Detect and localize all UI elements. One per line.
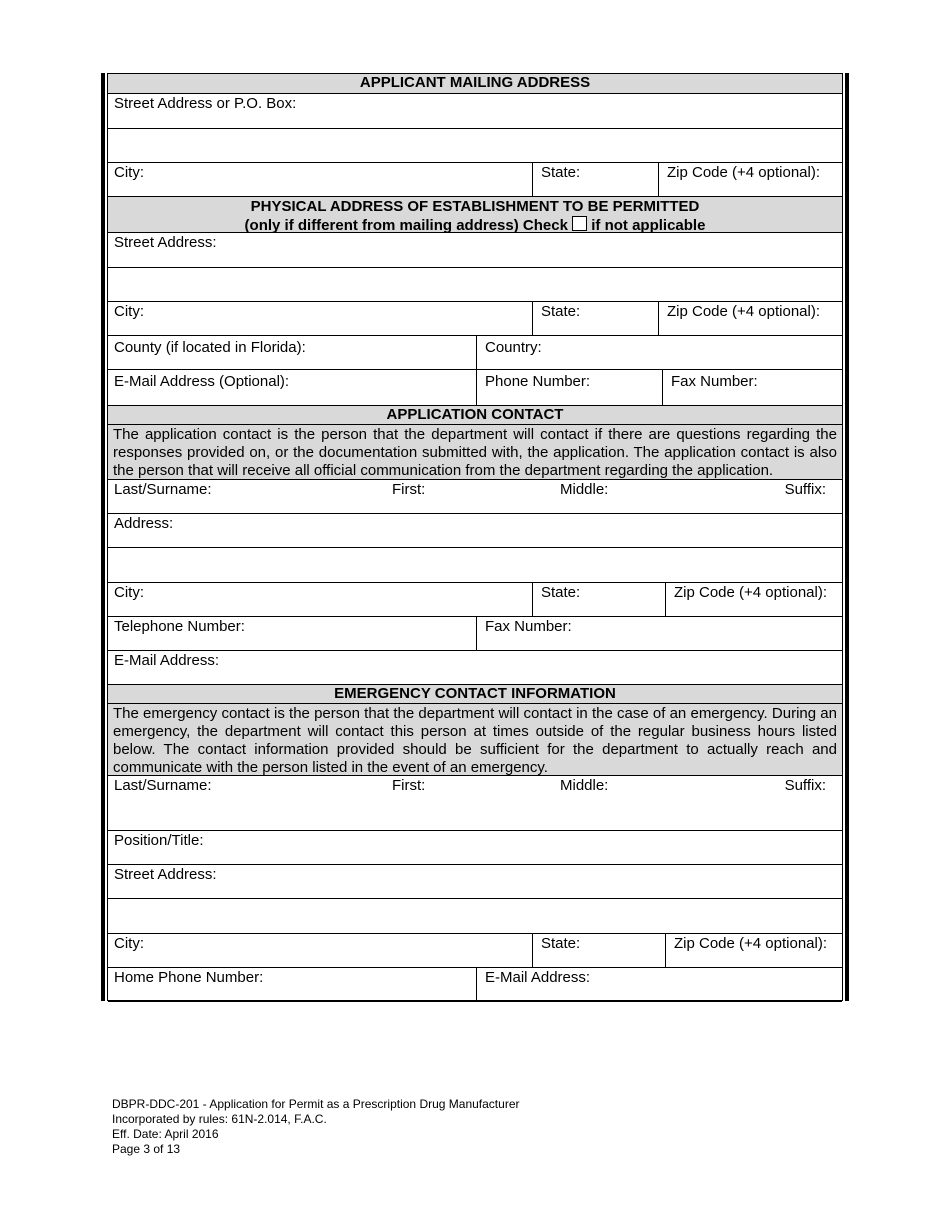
emergency-position-label: Position/Title: bbox=[114, 832, 204, 849]
mailing-address-title: APPLICANT MAILING ADDRESS bbox=[359, 74, 591, 91]
app-contact-city-label: City: bbox=[114, 584, 144, 601]
app-contact-address-label: Address: bbox=[114, 515, 174, 532]
app-contact-phone-row bbox=[108, 617, 842, 651]
mailing-street-field[interactable] bbox=[108, 94, 842, 129]
mailing-city-row bbox=[108, 163, 842, 197]
physical-city-row bbox=[108, 302, 842, 336]
physical-check-text-post: if not applicable bbox=[591, 217, 706, 234]
footer-form-title: DBPR-DDC-201 - Application for Permit as a Prescription Drug Manufacturer bbox=[112, 1097, 520, 1111]
emergency-position-field[interactable] bbox=[108, 831, 842, 865]
physical-county-field[interactable] bbox=[108, 336, 476, 369]
application-form bbox=[101, 73, 849, 1001]
app-contact-fax-field[interactable] bbox=[476, 617, 842, 650]
app-contact-suffix-label: Suffix: bbox=[784, 481, 826, 498]
emergency-street-field[interactable] bbox=[108, 865, 842, 899]
physical-city-label: City: bbox=[114, 303, 144, 320]
emergency-street-label: Street Address: bbox=[114, 866, 217, 883]
emergency-contact-title: EMERGENCY CONTACT INFORMATION bbox=[334, 685, 616, 702]
app-contact-telephone-field[interactable] bbox=[108, 617, 476, 650]
emergency-zip-label: Zip Code (+4 optional): bbox=[674, 935, 828, 952]
emergency-email-label: E-Mail Address: bbox=[485, 969, 591, 986]
emergency-street-line2-field[interactable] bbox=[108, 899, 842, 934]
footer-effective-date: Eff. Date: April 2016 bbox=[112, 1127, 219, 1141]
footer-rules: Incorporated by rules: 61N-2.014, F.A.C. bbox=[112, 1112, 327, 1126]
emergency-phone-row bbox=[108, 968, 842, 1002]
emergency-home-phone-label: Home Phone Number: bbox=[114, 969, 264, 986]
app-contact-fax-label: Fax Number: bbox=[485, 618, 572, 635]
app-contact-name-row[interactable] bbox=[108, 480, 842, 514]
footer-page-number: Page 3 of 13 bbox=[112, 1142, 181, 1156]
emergency-city-row bbox=[108, 934, 842, 968]
physical-county-row bbox=[108, 336, 842, 370]
app-contact-city-row bbox=[108, 583, 842, 617]
app-contact-email-field[interactable] bbox=[108, 651, 842, 685]
app-contact-last-label: Last/Surname: bbox=[114, 481, 212, 498]
emergency-state-field[interactable] bbox=[532, 934, 665, 967]
emergency-last-label: Last/Surname: bbox=[114, 777, 212, 794]
physical-country-label: Country: bbox=[485, 339, 542, 356]
page-footer bbox=[112, 1097, 519, 1157]
mailing-city-label: City: bbox=[114, 164, 144, 181]
mailing-state-field[interactable] bbox=[532, 163, 658, 196]
emergency-name-row[interactable] bbox=[108, 776, 842, 831]
app-contact-first-label: First: bbox=[392, 481, 426, 498]
mailing-state-label: State: bbox=[541, 164, 581, 181]
mailing-zip-label: Zip Code (+4 optional): bbox=[667, 164, 821, 181]
emergency-city-label: City: bbox=[114, 935, 144, 952]
physical-street-field[interactable] bbox=[108, 233, 842, 268]
physical-zip-field[interactable] bbox=[658, 302, 842, 335]
app-contact-state-field[interactable] bbox=[532, 583, 665, 616]
physical-state-label: State: bbox=[541, 303, 581, 320]
physical-country-field[interactable] bbox=[476, 336, 842, 369]
physical-email-label: E-Mail Address (Optional): bbox=[114, 373, 290, 390]
application-contact-title: APPLICATION CONTACT bbox=[386, 406, 564, 423]
physical-city-field[interactable] bbox=[108, 302, 532, 335]
physical-county-label: County (if located in Florida): bbox=[114, 339, 306, 356]
app-contact-telephone-label: Telephone Number: bbox=[114, 618, 245, 635]
physical-street-line2-field[interactable] bbox=[108, 268, 842, 302]
emergency-city-field[interactable] bbox=[108, 934, 532, 967]
application-contact-description: The application contact is the person that the department will contact if there are questions regarding the responses provided on, or the documentation submitted with, the application. The application contact is also the person that will receive all official communication from the department regarding the application. bbox=[108, 425, 842, 480]
emergency-home-phone-field[interactable] bbox=[108, 968, 476, 1000]
emergency-state-label: State: bbox=[541, 935, 581, 952]
mailing-zip-field[interactable] bbox=[658, 163, 842, 196]
app-contact-middle-label: Middle: bbox=[560, 481, 609, 498]
app-contact-zip-label: Zip Code (+4 optional): bbox=[674, 584, 828, 601]
emergency-middle-label: Middle: bbox=[560, 777, 609, 794]
app-contact-email-label: E-Mail Address: bbox=[114, 652, 220, 669]
physical-address-title: PHYSICAL ADDRESS OF ESTABLISHMENT TO BE PERMITTED bbox=[250, 198, 700, 215]
physical-fax-field[interactable] bbox=[662, 370, 842, 405]
physical-contact-row bbox=[108, 370, 842, 406]
app-contact-zip-field[interactable] bbox=[665, 583, 842, 616]
emergency-suffix-label: Suffix: bbox=[784, 777, 826, 794]
physical-email-field[interactable] bbox=[108, 370, 476, 405]
physical-street-label: Street Address: bbox=[114, 234, 217, 251]
physical-phone-label: Phone Number: bbox=[485, 373, 591, 390]
physical-check-text-pre: (only if different from mailing address) Check bbox=[244, 217, 568, 234]
app-contact-city-field[interactable] bbox=[108, 583, 532, 616]
form-table bbox=[107, 73, 843, 1001]
not-applicable-checkbox[interactable] bbox=[572, 216, 587, 231]
physical-zip-label: Zip Code (+4 optional): bbox=[667, 303, 821, 320]
mailing-street-line2-field[interactable] bbox=[108, 129, 842, 163]
application-contact-header bbox=[108, 406, 842, 425]
physical-state-field[interactable] bbox=[532, 302, 658, 335]
emergency-contact-header bbox=[108, 685, 842, 704]
mailing-address-header bbox=[108, 74, 842, 94]
emergency-contact-description: The emergency contact is the person that the department will contact in the case of an emergency. During an emergency, the department will contact this person at times outside of the regular business hours listed below. The contact information provided should be sufficient for the department to actually reach and communicate with the person listed in the event of an emergency. bbox=[108, 704, 842, 776]
app-contact-address-field[interactable] bbox=[108, 514, 842, 548]
physical-phone-field[interactable] bbox=[476, 370, 662, 405]
mailing-street-label: Street Address or P.O. Box: bbox=[114, 95, 297, 112]
emergency-first-label: First: bbox=[392, 777, 426, 794]
physical-fax-label: Fax Number: bbox=[671, 373, 758, 390]
app-contact-state-label: State: bbox=[541, 584, 581, 601]
mailing-city-field[interactable] bbox=[108, 163, 532, 196]
physical-address-header bbox=[108, 197, 842, 233]
emergency-zip-field[interactable] bbox=[665, 934, 842, 967]
app-contact-address-line2-field[interactable] bbox=[108, 548, 842, 583]
emergency-email-field[interactable] bbox=[476, 968, 842, 1000]
